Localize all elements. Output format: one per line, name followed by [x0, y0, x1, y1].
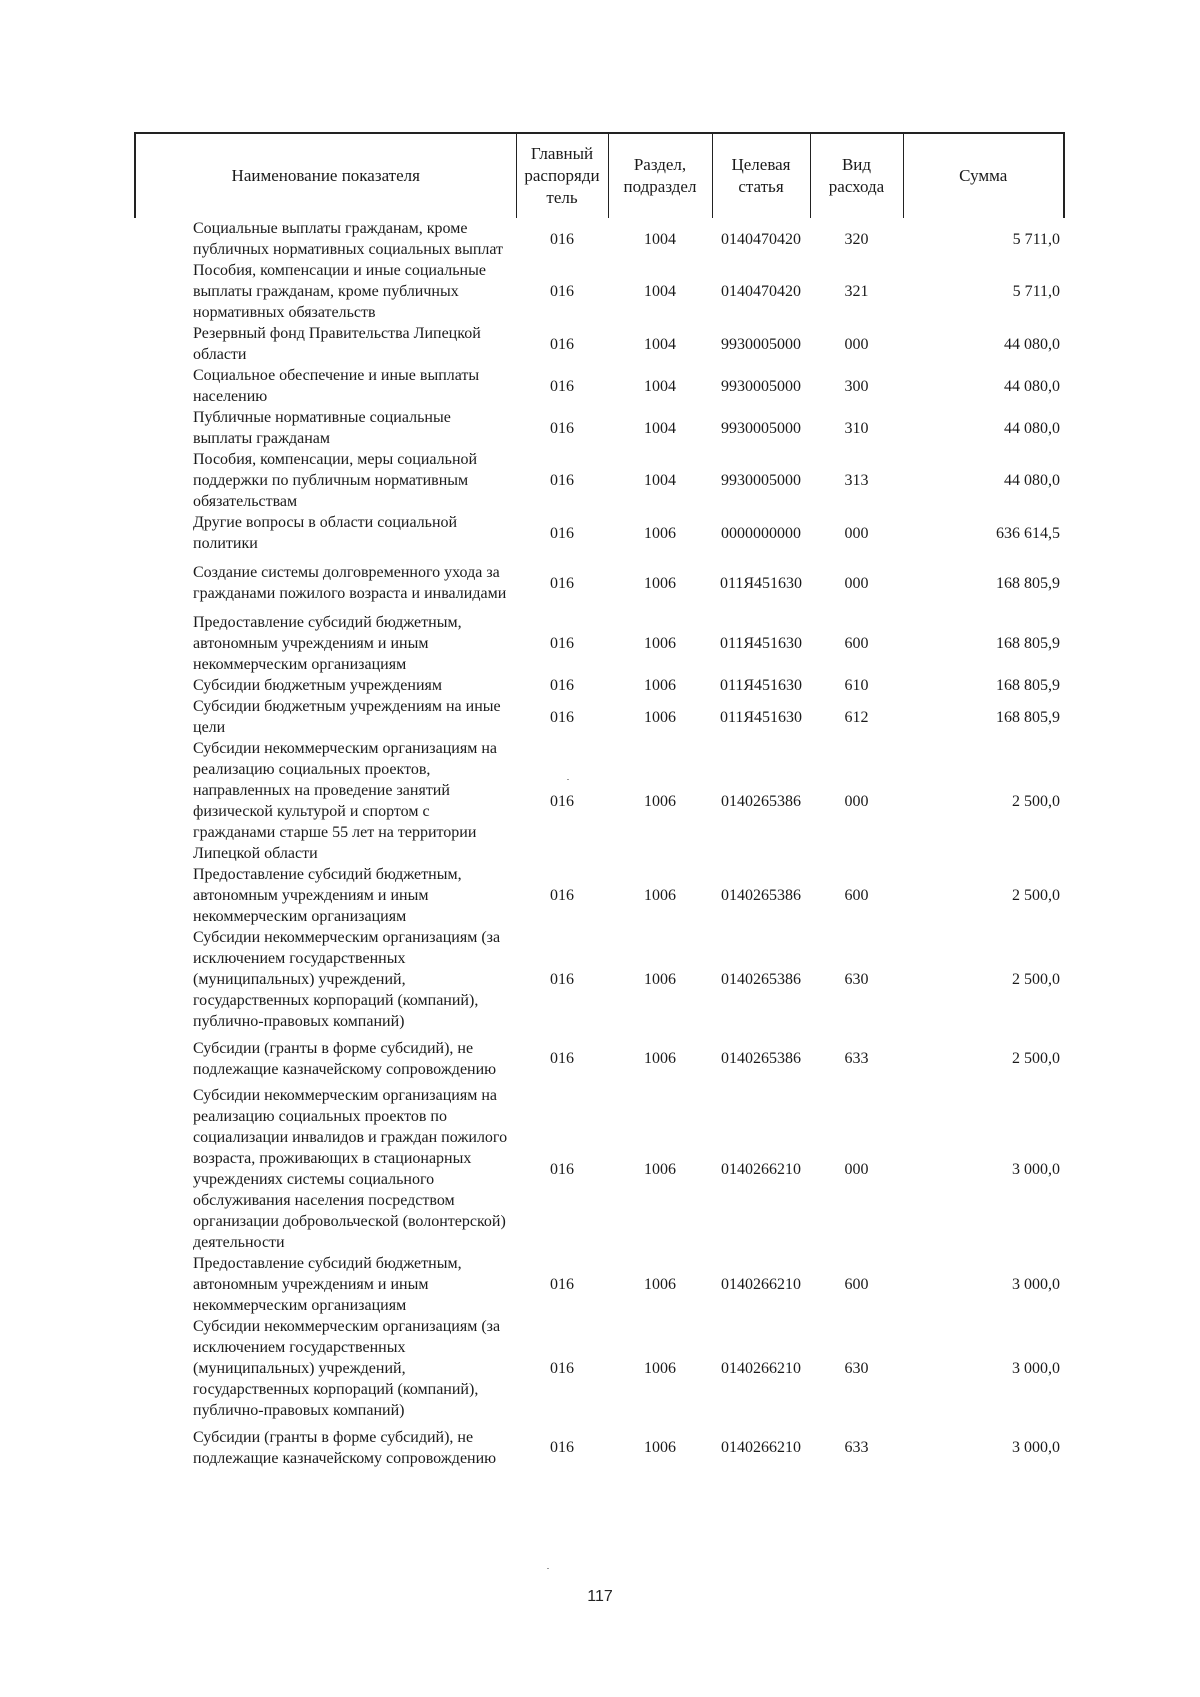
row-target-item: 0140265386 — [721, 792, 801, 810]
page-number: 117 — [587, 1588, 613, 1605]
row-expense-type: 633 — [844, 1439, 869, 1456]
row-expense-type: 630 — [844, 971, 869, 988]
row-target-item: 0140265386 — [721, 971, 801, 988]
row-expense-type: 610 — [844, 677, 869, 694]
row-name — [135, 260, 516, 323]
row-name-text: Создание системы долговременного ухода за гражданами пожилого возраста и инвалидами — [193, 564, 507, 602]
table-row — [135, 612, 1064, 675]
row-section: 1004 — [644, 377, 676, 395]
row-main-manager: 016 — [550, 1439, 574, 1456]
row-name — [135, 407, 516, 449]
row-name — [135, 365, 516, 407]
row-name-text: Социальные выплаты гражданам, кроме публичных нормативных социальных выплат — [193, 220, 504, 258]
row-name-text: Субсидии бюджетным учреждениям — [193, 677, 442, 694]
row-main-manager: 016 — [550, 283, 574, 300]
row-section: 1004 — [644, 335, 676, 353]
row-target-item: 9930005000 — [721, 335, 801, 353]
row-sum: 168 805,9 — [996, 635, 1060, 652]
row-section: 1006 — [644, 1276, 676, 1293]
row-expense-type: 000 — [844, 335, 869, 353]
row-name-text: Публичные нормативные социальные выплаты гражданам — [193, 409, 451, 447]
row-main-manager: 016 — [550, 635, 574, 652]
row-section: 1006 — [644, 708, 676, 726]
row-main-manager: 016 — [550, 472, 574, 489]
row-main-manager: 016 — [550, 971, 574, 988]
row-name — [135, 449, 516, 512]
row-expense-type: 320 — [844, 230, 869, 248]
row-target-item: 011Я451630 — [719, 708, 803, 726]
row-expense-type: 600 — [844, 635, 869, 652]
row-name — [135, 512, 516, 554]
row-target-item: 011Я451630 — [719, 635, 803, 652]
table-row — [135, 927, 1064, 1032]
row-name — [135, 1032, 516, 1085]
table-row — [135, 218, 1064, 260]
row-section: 1006 — [644, 792, 676, 810]
row-section: 1006 — [644, 574, 676, 592]
row-expense-type: 313 — [844, 472, 869, 489]
row-name — [135, 323, 516, 365]
row-main-manager: 016 — [550, 335, 574, 353]
row-section: 1006 — [644, 677, 676, 694]
row-expense-type: 300 — [844, 377, 869, 395]
row-section: 1006 — [644, 635, 676, 652]
row-name — [135, 864, 516, 927]
row-target-item: 0140266210 — [721, 1276, 801, 1293]
row-sum: 3 000,0 — [1012, 1360, 1060, 1377]
row-section: 1004 — [644, 419, 676, 437]
row-target-item: 9930005000 — [721, 377, 801, 395]
row-sum: 5 711,0 — [1012, 283, 1060, 300]
row-sum: 168 805,9 — [996, 708, 1060, 726]
row-main-manager: 016 — [550, 419, 574, 437]
table-row — [135, 864, 1064, 927]
row-expense-type: 612 — [844, 708, 869, 726]
row-expense-type: 000 — [844, 524, 869, 542]
table-row — [135, 260, 1064, 323]
row-name-text: Субсидии (гранты в форме субсидий), не подлежащие казначейскому сопровождению — [193, 1039, 497, 1078]
row-name — [135, 1253, 516, 1316]
row-section: 1006 — [644, 887, 676, 904]
row-name — [135, 1085, 516, 1253]
row-name-text: Предоставление субсидий бюджетным, автономным учреждениям и иным некоммерческим организациям — [193, 1255, 462, 1314]
row-sum: 5 711,0 — [1012, 230, 1060, 248]
row-sum: 2 500,0 — [1012, 887, 1060, 904]
row-expense-type: 000 — [844, 792, 869, 810]
table-row — [135, 449, 1064, 512]
row-sum: 168 805,9 — [996, 574, 1060, 592]
row-name-text: Субсидии бюджетным учреждениям на иные цели — [193, 698, 501, 736]
table-row — [135, 323, 1064, 365]
budget-table — [134, 132, 1065, 1474]
row-name — [135, 1316, 516, 1421]
row-sum: 44 080,0 — [1004, 377, 1060, 395]
row-name-text: Субсидии (гранты в форме субсидий), не подлежащие казначейскому сопровождению — [193, 1428, 497, 1467]
row-section: 1006 — [644, 1439, 676, 1456]
row-name-text: Пособия, компенсации, меры социальной поддержки по публичным нормативным обязательствам — [193, 451, 478, 510]
table-row — [135, 1316, 1064, 1421]
row-target-item: 0140265386 — [721, 1050, 801, 1067]
row-section: 1006 — [644, 1050, 676, 1067]
row-name — [135, 927, 516, 1032]
row-sum: 2 500,0 — [1012, 792, 1060, 810]
row-target-item: 0140470420 — [721, 283, 801, 300]
row-sum: 636 614,5 — [996, 524, 1060, 542]
row-name — [135, 554, 516, 612]
table-body — [135, 218, 1064, 1474]
row-main-manager: 016 — [550, 792, 574, 810]
row-name-text: Субсидии некоммерческим организациям на реализацию социальных проектов по социализации инвалидов и граждан пожилого возраста, проживающих в стационарных учреждениях системы социального обслуживания населения посредством организации добровольческой (волонтерской) деятельности — [193, 1087, 508, 1251]
table-row — [135, 696, 1064, 738]
row-main-manager: 016 — [550, 708, 574, 726]
row-name — [135, 738, 516, 864]
row-main-manager: 016 — [550, 677, 574, 694]
table-row — [135, 1253, 1064, 1316]
row-sum: 44 080,0 — [1004, 335, 1060, 353]
row-target-item: 011Я451630 — [719, 677, 803, 694]
row-target-item: 0140266210 — [721, 1360, 801, 1377]
table-row — [135, 675, 1064, 696]
row-target-item: 011Я451630 — [719, 574, 803, 592]
row-target-item: 9930005000 — [721, 419, 801, 437]
row-name-text: Другие вопросы в области социальной политики — [193, 514, 458, 552]
row-name-text: Социальное обеспечение и иные выплаты населению — [193, 367, 480, 405]
table-row — [135, 1032, 1064, 1085]
row-name-text: Резервный фонд Правительства Липецкой области — [193, 325, 481, 363]
row-expense-type: 633 — [844, 1050, 869, 1067]
row-sum: 3 000,0 — [1012, 1439, 1060, 1456]
row-name — [135, 675, 516, 696]
row-target-item: 0000000000 — [721, 524, 801, 542]
row-sum: 44 080,0 — [1004, 419, 1060, 437]
row-expense-type: 000 — [844, 1160, 869, 1178]
row-main-manager: 016 — [550, 1050, 574, 1067]
row-sum: 168 805,9 — [996, 677, 1060, 694]
row-expense-type: 600 — [844, 1276, 869, 1293]
header-section: Раздел, подраздел — [608, 133, 712, 218]
header-main-manager: Главный распоряди тель — [516, 133, 608, 218]
table-row — [135, 1085, 1064, 1253]
row-main-manager: 016 — [550, 1276, 574, 1293]
row-sum: 44 080,0 — [1004, 472, 1060, 489]
table-row — [135, 365, 1064, 407]
row-main-manager: 016 — [550, 574, 574, 592]
row-main-manager: 016 — [550, 377, 574, 395]
row-section: 1006 — [644, 524, 676, 542]
row-target-item: 0140266210 — [721, 1439, 801, 1456]
header-target-item: Целевая статья — [712, 133, 810, 218]
row-main-manager: 016 — [550, 230, 574, 248]
row-section: 1004 — [644, 283, 676, 300]
row-name-text: Субсидии некоммерческим организациям (за исключением государственных (муниципальных) учреждений, государственных корпораций (компаний), публично-правовых компаний) — [193, 1318, 501, 1419]
header-expense-type: Вид расхода — [810, 133, 903, 218]
row-section: 1004 — [644, 230, 676, 248]
row-section: 1006 — [644, 1160, 676, 1178]
scan-speck — [547, 1568, 549, 1569]
row-expense-type: 000 — [844, 574, 869, 592]
table-row — [135, 738, 1064, 864]
row-expense-type: 310 — [844, 419, 869, 437]
row-name-text: Субсидии некоммерческим организациям на реализацию социальных проектов, направленных на проведение занятий физической культурой и спортом с гражданами старше 55 лет на территории Липецкой области — [193, 740, 497, 862]
row-sum: 2 500,0 — [1012, 1050, 1060, 1067]
row-target-item: 9930005000 — [721, 472, 801, 489]
row-name — [135, 696, 516, 738]
row-name-text: Предоставление субсидий бюджетным, автономным учреждениям и иным некоммерческим организациям — [193, 866, 462, 925]
row-sum: 3 000,0 — [1012, 1276, 1060, 1293]
table-header-row — [135, 133, 1064, 218]
row-name — [135, 612, 516, 675]
row-section: 1006 — [644, 1360, 676, 1377]
header-name: Наименование показателя — [135, 133, 516, 218]
row-name-text: Субсидии некоммерческим организациям (за исключением государственных (муниципальных) учреждений, государственных корпораций (компаний), публично-правовых компаний) — [193, 929, 501, 1030]
row-name-text: Предоставление субсидий бюджетным, автономным учреждениям и иным некоммерческим организациям — [193, 614, 462, 673]
row-name-text: Пособия, компенсации и иные социальные выплаты гражданам, кроме публичных нормативных обязательств — [193, 262, 486, 321]
row-sum: 2 500,0 — [1012, 971, 1060, 988]
header-sum: Сумма — [903, 133, 1064, 218]
row-expense-type: 630 — [844, 1360, 869, 1377]
row-section: 1006 — [644, 971, 676, 988]
table-row — [135, 407, 1064, 449]
row-target-item: 0140266210 — [721, 1160, 801, 1178]
row-expense-type: 600 — [844, 887, 869, 904]
row-main-manager: 016 — [550, 1160, 574, 1178]
row-name — [135, 1421, 516, 1474]
row-sum: 3 000,0 — [1012, 1160, 1060, 1178]
row-section: 1004 — [644, 472, 676, 489]
table-row — [135, 554, 1064, 612]
table-row — [135, 512, 1064, 554]
row-main-manager: 016 — [550, 524, 574, 542]
row-target-item: 0140265386 — [721, 887, 801, 904]
row-main-manager: 016 — [550, 887, 574, 904]
row-main-manager: 016 — [550, 1360, 574, 1377]
table-row — [135, 1421, 1064, 1474]
row-name — [135, 218, 516, 260]
row-expense-type: 321 — [844, 283, 869, 300]
row-target-item: 0140470420 — [721, 230, 801, 248]
scan-speck — [567, 779, 569, 780]
